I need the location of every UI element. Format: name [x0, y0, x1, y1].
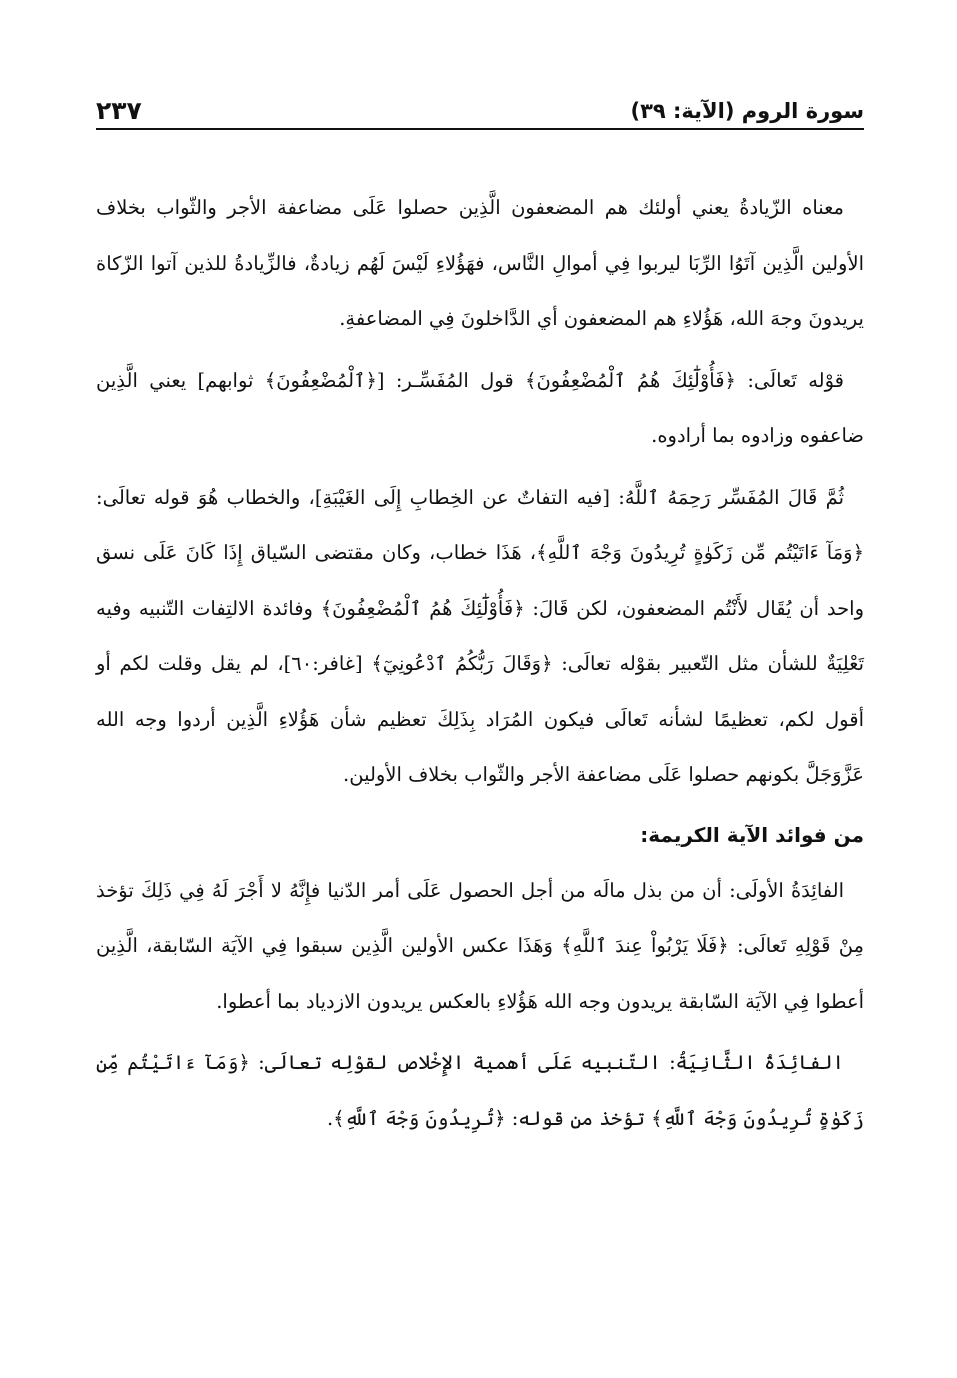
paragraph-meaning: معناه الزّيادةُ يعني أولئك هم المضعفون الَّذِين حصلوا عَلَى مضاعفة الأجر والثّواب بخلاف الأولين الَّذِين آتَوُا الرِّبَا ليربوا فِي أموالِ النَّاس، فهَؤُلاءِ لَيْسَ لَهُم زيادةٌ، فالزِّيادةُ للذين آتوا الزّكاة يريدونَ وجهَ الله، هَؤُلاءِ هم المضعفون أي الدَّاخلونَ فِي المضاعفةِ.: [96, 196, 864, 330]
page-body: [96, 180, 864, 1152]
page-header: [96, 86, 864, 126]
section-heading: من فوائد الآية الكريمة:: [640, 822, 864, 847]
benefit-second: الفائِدَةُ الثَّانِيَةُ: التّنبيه عَلَى أهمية الإِخْلاص لقوْلِه تعالَى: ﴿وَمَآ ءَاتَيْتُم مِّن زَكَوٰةٍ تُرِيدُونَ وَجْهَ ٱللَّهِ﴾ تؤخذ من قوله: ﴿تُرِيدُونَ وَجْهَ ٱللَّهِ﴾.: [96, 1051, 864, 1130]
page-number: ٢٣٧: [96, 96, 142, 125]
running-title: سورة الروم (الآية: ٣٩): [630, 99, 864, 123]
paragraph-verse-commentary: قوْله تَعالَى: ﴿فَأُوْلَٰٓئِكَ هُمُ ٱلْمُضْعِفُونَ﴾ قول المُفَسِّـر: [﴿ٱلْمُضْعِفُونَ﴾ ثوابهم] يعني الَّذِين ضاعفوه وزادوه بما أرادوه.: [96, 368, 864, 447]
header-divider: [96, 128, 864, 130]
paragraph-iltifat: ثُمَّ قَالَ المُفَسِّر رَحِمَهُ ٱللَّهُ: [فيه التفاتٌ عن الخِطابِ إِلَى الغَيْبَةِ]، والخطاب هُوَ قوله تعالَى: ﴿وَمَآ ءَاتَيْتُم مِّن زَكَوٰةٍ تُرِيدُونَ وَجْهَ ٱللَّهِ﴾، هَذَا خطاب، وكان مقتضى السّياق إِذَا كَانَ عَلَى نسق واحد أن يُقَال لأَنْتُم المضعفون، لكن قَالَ: ﴿فَأُوْلَٰٓئِكَ هُمُ ٱلْمُضْعِفُونَ﴾ وفائدة الالتِفات التّنبيه وفيه تَعْلِيَةٌ للشأن مثل التّعبير بقوْله تعالَى: ﴿وَقَالَ رَبُّكُمُ ٱدْعُونِيٓ﴾ [غافر:٦٠]، لم يقل وقلت لكم أو أقول لكم، تعظيمًا لشأنه تَعالَى فيكون المُرَاد بِذَلِكَ تعظيم شأن هَؤُلاءِ الَّذِين أردوا وجه الله عَزَّوَجَلَّ بكونهم حصلوا عَلَى مضاعفة الأجر والثّواب بخلاف الأولين.: [96, 485, 864, 786]
benefit-first: الفائِدَةُ الأولَى: أن من بذل مالَه من أجل الحصول عَلَى أمر الدّنيا فإِنَّهُ لا أَجْرَ لَهُ فِي ذَلِكَ تؤخذ مِنْ قَوْلِهِ تَعالَى: ﴿فَلَا يَرْبُواْ عِندَ ٱللَّهِ﴾ وَهَذَا عكس الأولين الَّذِين سبقوا فِي الآيَة السّابقة، الَّذِين أعطوا فِي الآيَة السّابقة يريدون وجه الله هَؤُلاءِ بالعكس يريدون الازدياد بما أعطوا.: [96, 878, 864, 1013]
